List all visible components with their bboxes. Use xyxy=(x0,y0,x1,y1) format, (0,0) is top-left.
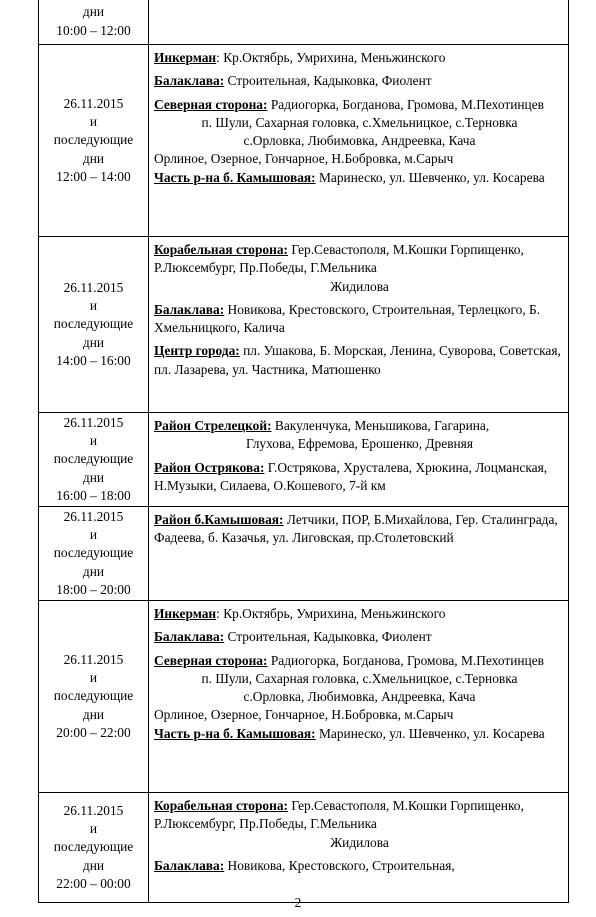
area-block xyxy=(154,725,565,743)
street-list: Радиогорка, Богданова, Громова, М.Пехотинцев xyxy=(267,652,544,668)
schedule-row xyxy=(39,507,569,601)
district-heading: Балаклава: xyxy=(154,301,225,317)
time-line: 12:00 – 14:00 xyxy=(56,168,131,184)
street-list: Новикова, Крестовского, Строительная, Терлецкого, Б. Хмельницкого, Калича xyxy=(154,301,541,336)
area-block xyxy=(154,342,565,379)
street-list: : Кр.Октябрь, Умрихина, Меньжинского xyxy=(216,50,446,65)
district-heading: Центр города: xyxy=(154,343,240,359)
time-line: 26.11.2015 xyxy=(63,508,124,524)
time-line: 10:00 – 12:00 xyxy=(56,22,131,38)
street-list-centered: с.Орловка, Любимовка, Андреевка, Кача xyxy=(243,689,476,705)
street-list: пл. Ушакова, Б. Морская, Ленина, Суворова, Советская, пл. Лазарева, ул. Частника, Матюшенко xyxy=(154,343,561,377)
street-list: Строительная, Кадыковка, Фиолент xyxy=(224,73,432,89)
time-line: дни xyxy=(82,706,105,722)
area-cell xyxy=(149,0,569,45)
area-block xyxy=(154,652,565,707)
area-block xyxy=(154,301,565,338)
area-block xyxy=(154,706,565,724)
street-list: Маринеско, ул. Шевченко, ул. Косарева xyxy=(315,725,545,741)
time-line: 18:00 – 20:00 xyxy=(56,581,131,597)
time-line: дни xyxy=(82,334,105,350)
time-line: 26.11.2015 xyxy=(63,802,124,818)
time-line: 22:00 – 00:00 xyxy=(56,875,131,891)
time-cell xyxy=(39,237,149,413)
district-heading: Район б.Камышовая: xyxy=(154,512,284,527)
area-block xyxy=(154,857,565,875)
area-block xyxy=(154,96,565,151)
street-list-centered: п. Шули, Сахарная головка, с.Хмельницкое, с.Терновка xyxy=(201,670,518,686)
street-list: Летчики, ПОР, Б.Михайлова, Гер. Сталинграда, Фадеева, б. Казачья, ул. Лиговская, пр.Столетовский xyxy=(154,512,558,546)
time-line: 26.11.2015 xyxy=(63,95,124,111)
area-block xyxy=(154,72,565,90)
time-line: и xyxy=(89,433,98,449)
schedule-row xyxy=(39,45,569,237)
time-cell xyxy=(39,507,149,601)
street-list-centered: Жидилова xyxy=(330,278,389,294)
time-line: дни xyxy=(82,469,105,485)
time-line: 16:00 – 18:00 xyxy=(56,487,131,503)
time-line: последующие xyxy=(53,688,134,704)
time-line: последующие xyxy=(53,316,134,332)
street-list-centered: Жидилова xyxy=(330,834,389,850)
district-heading: Часть р-на б. Камышовая: xyxy=(154,169,316,185)
area-cell xyxy=(149,237,569,413)
time-line: и xyxy=(89,670,98,686)
area-block xyxy=(154,150,565,168)
district-heading: Северная сторона: xyxy=(154,96,268,112)
street-list: Вакуленчука, Меньшикова, Гагарина, xyxy=(271,418,490,433)
time-line: и xyxy=(89,114,98,130)
time-cell xyxy=(39,45,149,237)
area-cell xyxy=(149,793,569,903)
area-block xyxy=(154,797,565,852)
street-list: Гер.Севастополя, М.Кошки Горпищенко, Р.Люксембург, Пр.Победы, Г.Мельника xyxy=(154,242,524,276)
time-line: последующие xyxy=(53,839,134,855)
area-block xyxy=(154,417,565,454)
area-cell xyxy=(149,45,569,237)
time-line: дни xyxy=(82,857,105,873)
time-line: и xyxy=(89,821,98,837)
time-line: 26.11.2015 xyxy=(63,414,124,430)
time-cell xyxy=(39,601,149,793)
street-list: Г.Острякова, Хрусталева, Хрюкина, Лоцманская, Н.Музыки, Силаева, О.Кошевого, 7-й км xyxy=(154,459,548,493)
street-list: Новикова, Крестовского, Строительная, xyxy=(224,857,455,873)
time-line: 20:00 – 22:00 xyxy=(56,724,131,740)
street-list: Гер.Севастополя, М.Кошки Горпищенко, Р.Люксембург, Пр.Победы, Г.Мельника xyxy=(154,798,524,832)
schedule-row xyxy=(39,601,569,793)
time-line: 26.11.2015 xyxy=(63,651,124,667)
district-heading: Балаклава: xyxy=(154,629,225,645)
area-block xyxy=(154,459,565,496)
area-cell xyxy=(149,507,569,601)
street-list: Радиогорка, Богданова, Громова, М.Пехотинцев xyxy=(267,96,544,112)
time-cell xyxy=(39,413,149,507)
schedule-row xyxy=(39,413,569,507)
area-cell xyxy=(149,601,569,793)
district-heading: Часть р-на б. Камышовая: xyxy=(154,725,316,741)
district-heading: Балаклава: xyxy=(154,857,225,873)
time-line: последующие xyxy=(53,451,134,467)
time-line: и xyxy=(89,527,98,543)
street-list: Строительная, Кадыковка, Фиолент xyxy=(224,629,432,645)
time-line: дни xyxy=(82,150,105,166)
district-heading: Район Стрелецкой: xyxy=(154,418,272,433)
district-heading: Корабельная сторона: xyxy=(154,798,288,813)
schedule-row xyxy=(39,0,569,45)
district-heading: Балаклава: xyxy=(154,73,225,89)
district-heading: Северная сторона: xyxy=(154,652,268,668)
area-block xyxy=(154,628,565,646)
district-heading: Район Острякова: xyxy=(154,459,265,475)
street-list: Орлиное, Озерное, Гончарное, Н.Бобровка, м.Сарыч xyxy=(154,151,454,167)
time-cell xyxy=(39,793,149,903)
time-line: 14:00 – 16:00 xyxy=(56,352,131,368)
time-line: последующие xyxy=(53,132,134,148)
street-list: Орлиное, Озерное, Гончарное, Н.Бобровка, м.Сарыч xyxy=(154,707,454,723)
street-list: Маринеско, ул. Шевченко, ул. Косарева xyxy=(315,169,545,185)
street-list-centered: п. Шули, Сахарная головка, с.Хмельницкое, с.Терновка xyxy=(201,114,518,130)
schedule-table xyxy=(38,0,569,903)
time-line: дни xyxy=(82,4,105,20)
page-number: 2 xyxy=(294,895,302,910)
time-line: последующие xyxy=(53,545,134,561)
time-line: и xyxy=(89,298,98,314)
area-block xyxy=(154,169,565,187)
schedule-body xyxy=(39,0,569,903)
area-block xyxy=(154,605,565,623)
district-heading: Корабельная сторона: xyxy=(154,242,288,257)
street-list-centered: Глухова, Ефремова, Ерошенко, Древняя xyxy=(245,436,473,452)
area-cell xyxy=(149,413,569,507)
time-line: 26.11.2015 xyxy=(63,279,124,295)
district-heading: Инкерман xyxy=(154,50,217,65)
area-block xyxy=(154,241,565,296)
area-block xyxy=(154,511,565,548)
time-line: дни xyxy=(82,563,105,579)
time-cell xyxy=(39,0,149,45)
area-block xyxy=(154,49,565,67)
district-heading: Инкерман xyxy=(154,606,217,621)
street-list: : Кр.Октябрь, Умрихина, Меньжинского xyxy=(216,606,446,621)
street-list-centered: с.Орловка, Любимовка, Андреевка, Кача xyxy=(243,133,476,149)
schedule-row xyxy=(39,793,569,903)
schedule-row xyxy=(39,237,569,413)
